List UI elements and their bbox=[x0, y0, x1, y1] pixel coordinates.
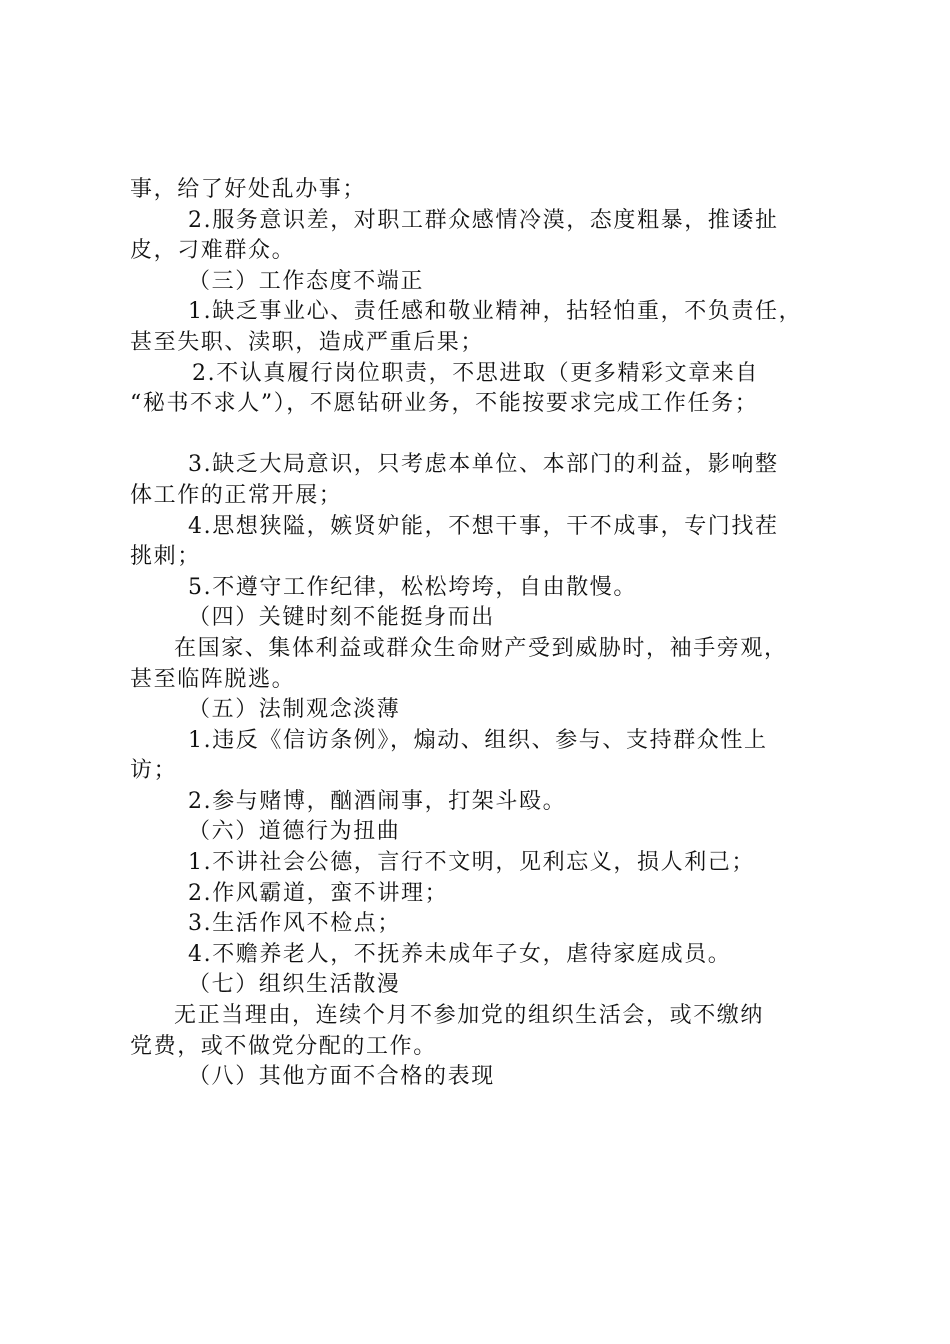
text-line: 1.不讲社会公德，言行不文明，见利忘义，损人利己； bbox=[188, 850, 755, 876]
text-line: 2.服务意识差，对职工群众感情冷漠，态度粗暴，推诿扯 bbox=[188, 207, 779, 233]
text-line: 在国家、集体利益或群众生命财产受到威胁时，袖手旁观， bbox=[174, 635, 788, 661]
text-line: 5.不遵守工作纪律，松松垮垮，自由散慢。 bbox=[188, 574, 637, 600]
text-line: 体工作的正常开展； bbox=[130, 482, 343, 508]
section-heading: （七）组织生活散漫 bbox=[188, 972, 401, 998]
document-body bbox=[130, 175, 842, 1093]
text-line: “秘书不求人”），不愿钻研业务，不能按要求完成工作任务； bbox=[130, 391, 759, 417]
text-line: 3.生活作风不检点； bbox=[188, 911, 401, 937]
section-heading: （八）其他方面不合格的表现 bbox=[188, 1064, 495, 1090]
section-heading: （五）法制观念淡薄 bbox=[188, 697, 401, 723]
text-line: 4.不赡养老人，不抚养未成年子女，虐待家庭成员。 bbox=[188, 941, 732, 967]
text-line: 挑刺； bbox=[130, 544, 201, 570]
text-line: 党费，或不做党分配的工作。 bbox=[130, 1033, 437, 1059]
text-line: 1.缺乏事业心、责任感和敬业精神，拈轻怕重，不负责任， bbox=[188, 299, 803, 325]
text-line: 甚至失职、渎职，造成严重后果； bbox=[130, 329, 485, 355]
section-heading: （三）工作态度不端正 bbox=[188, 268, 425, 294]
text-line: 无正当理由，连续个月不参加党的组织生活会，或不缴纳 bbox=[174, 1003, 765, 1029]
blank-line bbox=[130, 420, 842, 451]
text-line: 事，给了好处乱办事； bbox=[130, 177, 367, 202]
text-line: 3.缺乏大局意识，只考虑本单位、本部门的利益，影响整 bbox=[188, 452, 779, 478]
text-line: 2.参与赌博，酗酒闹事，打架斗殴。 bbox=[188, 788, 567, 814]
text-line: 1.违反《信访条例》，煽动、组织、参与、支持群众性上 bbox=[188, 727, 768, 753]
text-line: 皮，刁难群众。 bbox=[130, 238, 296, 264]
section-heading: （六）道德行为扭曲 bbox=[188, 819, 401, 845]
text-line: 甚至临阵脱逃。 bbox=[130, 666, 296, 692]
text-line: 访； bbox=[130, 758, 178, 784]
text-line: 2.不认真履行岗位职责，不思进取（更多精彩文章来自 bbox=[192, 360, 759, 386]
text-line: 4.思想狭隘，嫉贤妒能，不想干事，干不成事，专门找茬 bbox=[188, 513, 779, 539]
text-line: 2.作风霸道，蛮不讲理； bbox=[188, 880, 449, 906]
section-heading: （四）关键时刻不能挺身而出 bbox=[188, 605, 495, 631]
